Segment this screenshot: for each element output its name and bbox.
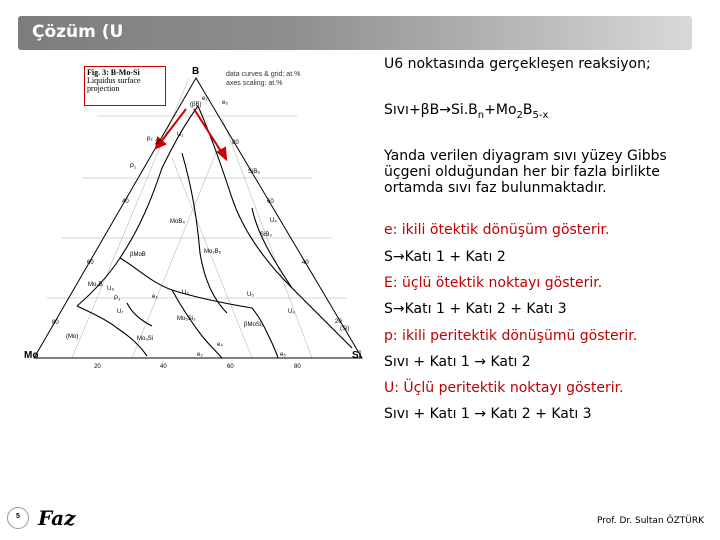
paragraph-gibbs: Yanda verilen diyagram sıvı yüzey Gibbs üçgeni olduğundan her bir fazla birlikte ortamda sıvı faz bulunmaktadır. [384,148,667,196]
reaction-sub-n: n [477,109,485,121]
page-number: 5 [16,513,20,520]
label-u4: U₄ [270,218,277,224]
figure-caption [85,67,165,95]
label-mo2b: Mo₂B [88,282,103,288]
label-sib3: SiB₃ [260,232,272,238]
figure-legend-line: data curves & grid: at.% [226,71,301,78]
reaction-main: Sıvı+βB→Si.B [384,102,478,118]
figure-caption-line: Liquidus surface [87,76,141,85]
ternary-phase-diagram [22,58,377,378]
title-bar [18,16,692,50]
slide-title: Çözüm (U [32,22,124,42]
corner-si: Si [352,350,362,361]
tick-bottom-40: 40 [160,364,167,370]
label-e5: e₅ [280,352,286,358]
label-p2: p₂ [147,136,153,142]
corner-b: B [192,66,200,77]
tick-left-80: 80 [52,320,59,326]
reaction-sub-5x: 5-x [532,109,549,121]
label-bmob: (βB) [190,102,202,108]
label-e1: e₁ [202,96,208,102]
paragraph-ternary-peritectic: U: Üçlü peritektik noktayı gösterir. [384,380,624,396]
label-u9: U₉ [288,309,295,315]
label-mo2b5: Mo₂B₅ [204,249,222,255]
author-credit: Prof. Dr. Sultan ÖZTÜRK [596,516,704,526]
gibbs-triangle [34,78,362,358]
tick-bottom-80: 80 [294,364,301,370]
label-e6: e₆ [222,100,228,106]
tick-right-40: 40 [302,260,309,266]
label-mo3si: Mo₃Si [137,336,154,342]
figure-caption-line: Fig. 3: B-Mo-Si [87,68,140,77]
tick-right-60: 60 [267,199,274,205]
faz-logo: Faz [38,506,76,530]
label-u5: U₅ [247,292,254,298]
label-u3: U₃ [182,290,189,296]
label-mob4: MoB₄ [170,219,185,225]
label-u8: U₈ [107,286,114,292]
tick-bottom-60: 60 [227,364,234,370]
figure-caption-line: projection [87,84,120,93]
paragraph-binary-peritectic-reaction: Sıvı + Katı 1 → Katı 2 [384,354,531,370]
label-bmob2: βMoB [130,252,146,258]
label-e2: e₂ [152,294,158,300]
tick-right-20: 20 [335,319,342,325]
figure-legend-line: axes scaling: at.% [226,80,283,87]
tick-left-20: 20 [155,140,162,146]
reaction-b: B [522,102,533,118]
label-p3: P₃ [114,296,121,302]
corner-mo: Mo [24,350,39,361]
tick-left-40: 40 [122,199,129,205]
label-sib6: SiB₆ [248,169,260,175]
tick-bottom-20: 20 [94,364,101,370]
label-p1: P₁ [130,164,137,170]
paragraph-reaction-intro: U6 noktasında gerçekleşen reaksiyon; [384,56,651,72]
label-mo5si3: Mo₅Si₃ [177,316,196,322]
paragraph-binary-eutectic: e: ikili ötektik dönüşüm gösterir. [384,222,610,238]
label-mosi2: βMoSi₂ [244,322,264,328]
paragraph-ternary-eutectic: E: üçlü ötektik noktayı gösterir. [384,275,603,291]
reaction-sub-2: 2 [516,109,523,121]
label-mo-phase: (Mo) [66,334,79,340]
figure-caption-box [84,66,166,106]
label-u7: U₇ [117,309,124,315]
label-si-phase: (Si) [340,326,350,332]
paragraph-ternary-peritectic-reaction: Sıvı + Katı 1 → Katı 2 + Katı 3 [384,406,592,422]
paragraph-binary-eutectic-reaction: S→Katı 1 + Katı 2 [384,249,506,265]
reaction-mid: +Mo [484,102,517,118]
figure-legend [226,70,300,88]
paragraph-binary-peritectic: p: ikili peritektik dönüşümü gösterir. [384,328,638,344]
label-e4: e₄ [217,342,223,348]
label-e3: e₃ [197,352,203,358]
paragraph-ternary-eutectic-reaction: S→Katı 1 + Katı 2 + Katı 3 [384,301,567,317]
tick-right-80: 80 [232,140,239,146]
label-u1: U₁ [177,132,184,138]
paragraph-reaction [384,102,548,124]
tick-left-60: 60 [87,260,94,266]
